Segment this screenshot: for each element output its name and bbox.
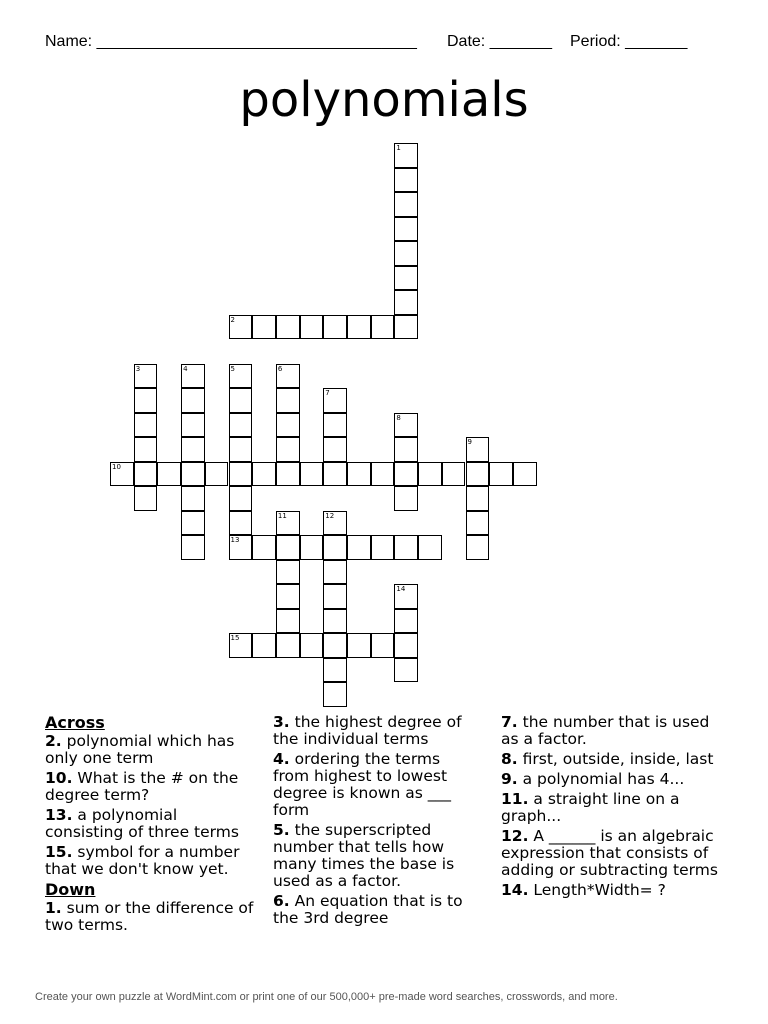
- clue-text: the highest degree of the individual terms: [273, 713, 462, 748]
- clue-text: polynomial which has only one term: [45, 732, 235, 767]
- clue-down-14: [501, 882, 726, 899]
- grid-cell[interactable]: [181, 486, 205, 511]
- grid-cell[interactable]: [300, 633, 324, 658]
- grid-cell[interactable]: [229, 633, 253, 658]
- clue-down-6: [273, 893, 478, 927]
- grid-cell[interactable]: [229, 535, 253, 560]
- clue-down-9: [501, 771, 726, 788]
- grid-clue-number: 15: [230, 634, 240, 642]
- grid-clue-number: 4: [183, 364, 188, 373]
- grid-clue-number: 8: [396, 413, 401, 422]
- grid-cell[interactable]: [276, 560, 300, 585]
- clue-down-7: [501, 714, 726, 748]
- grid-cell[interactable]: [276, 633, 300, 658]
- grid-cell[interactable]: [442, 462, 466, 487]
- grid-cell[interactable]: [134, 486, 158, 511]
- grid-cell[interactable]: [323, 437, 347, 462]
- grid-cell[interactable]: [229, 364, 253, 389]
- grid-cell[interactable]: [323, 535, 347, 560]
- clue-number: 8.: [501, 750, 518, 768]
- period-label: Period:: [570, 33, 621, 50]
- grid-cell[interactable]: [394, 535, 418, 560]
- clue-text: sum or the difference of two terms.: [45, 899, 254, 934]
- grid-clue-number: 5: [230, 364, 235, 373]
- grid-clue-number: 10: [112, 462, 121, 471]
- clue-down-8: [501, 751, 726, 768]
- grid-cell[interactable]: [394, 658, 418, 683]
- name-label: Name:: [45, 33, 93, 50]
- grid-cell[interactable]: [323, 633, 347, 658]
- grid-cell[interactable]: [276, 364, 300, 389]
- grid-cell[interactable]: [347, 535, 371, 560]
- grid-cell[interactable]: [252, 633, 276, 658]
- grid-clue-number: 11: [277, 511, 287, 520]
- grid-cell[interactable]: [181, 535, 205, 560]
- grid-cell[interactable]: [181, 388, 205, 413]
- grid-cell[interactable]: [466, 535, 490, 560]
- grid-cell[interactable]: [394, 143, 418, 168]
- grid-cell[interactable]: [229, 388, 253, 413]
- clue-number: 5.: [273, 821, 290, 839]
- grid-cell[interactable]: [394, 413, 418, 438]
- grid-cell[interactable]: [300, 462, 324, 487]
- grid-cell[interactable]: [229, 511, 253, 536]
- clue-across-13: [45, 807, 260, 841]
- clue-text: a polynomial has 4...: [522, 770, 685, 788]
- grid-clue-number: 13: [230, 536, 240, 544]
- grid-cell[interactable]: [276, 315, 300, 340]
- grid-cell[interactable]: [134, 462, 158, 487]
- grid-cell[interactable]: [229, 486, 253, 511]
- clue-down-4: [273, 751, 478, 819]
- grid-cell[interactable]: [276, 388, 300, 413]
- grid-cell[interactable]: [134, 388, 158, 413]
- footer-text: Create your own puzzle at WordMint.com or print one of our 500,000+ pre-made word searches, crosswords, and more.: [35, 991, 618, 1003]
- grid-cell[interactable]: [466, 486, 490, 511]
- grid-cell[interactable]: [276, 609, 300, 634]
- grid-cell[interactable]: [394, 290, 418, 315]
- across-heading: Across: [45, 713, 105, 732]
- clue-text: a polynomial consisting of three terms: [45, 806, 239, 841]
- grid-cell[interactable]: [418, 462, 442, 487]
- grid-cell[interactable]: [394, 609, 418, 634]
- clue-number: 14.: [501, 881, 529, 899]
- clue-text: first, outside, inside, last: [522, 750, 714, 768]
- grid-cell[interactable]: [276, 535, 300, 560]
- clue-number: 12.: [501, 827, 529, 845]
- grid-cell[interactable]: [394, 633, 418, 658]
- grid-cell[interactable]: [394, 266, 418, 291]
- clue-text: What is the # on the degree term?: [45, 769, 239, 804]
- grid-cell[interactable]: [276, 584, 300, 609]
- grid-clue-number: 14: [396, 585, 406, 593]
- grid-clue-number: 9: [467, 438, 472, 446]
- grid-cell[interactable]: [513, 462, 537, 487]
- grid-cell[interactable]: [181, 413, 205, 438]
- puzzle-title: polynomials: [239, 72, 529, 128]
- clue-text: Length*Width= ?: [533, 881, 666, 899]
- grid-cell[interactable]: [300, 315, 324, 340]
- grid-cell[interactable]: [323, 511, 347, 536]
- clue-text: the number that is used as a factor.: [501, 713, 710, 748]
- grid-clue-number: 1: [396, 144, 401, 152]
- clue-across-15: [45, 844, 260, 878]
- clue-number: 13.: [45, 806, 73, 824]
- grid-cell[interactable]: [466, 437, 490, 462]
- grid-cell[interactable]: [181, 437, 205, 462]
- grid-cell[interactable]: [323, 388, 347, 413]
- grid-cell[interactable]: [181, 364, 205, 389]
- clue-down-11: [501, 791, 726, 825]
- grid-cell[interactable]: [394, 192, 418, 217]
- period-blank[interactable]: _______: [625, 33, 688, 50]
- grid-cell[interactable]: [418, 535, 442, 560]
- clue-number: 1.: [45, 899, 62, 917]
- clue-number: 11.: [501, 790, 529, 808]
- grid-cell[interactable]: [394, 486, 418, 511]
- clue-number: 3.: [273, 713, 290, 731]
- date-blank[interactable]: _______: [489, 33, 552, 50]
- grid-cell[interactable]: [323, 682, 347, 707]
- grid-cell[interactable]: [276, 462, 300, 487]
- clue-number: 7.: [501, 713, 518, 731]
- grid-cell[interactable]: [394, 168, 418, 193]
- grid-clue-number: 12: [325, 511, 335, 520]
- clue-across-2: [45, 733, 260, 767]
- grid-cell[interactable]: [323, 584, 347, 609]
- grid-cell[interactable]: [371, 315, 395, 340]
- grid-cell[interactable]: [252, 535, 276, 560]
- grid-clue-number: 2: [230, 315, 235, 324]
- clue-text: An equation that is to the 3rd degree: [273, 892, 463, 927]
- grid-cell[interactable]: [300, 535, 324, 560]
- clues-column-2: [273, 714, 478, 930]
- grid-cell[interactable]: [323, 315, 347, 340]
- grid-clue-number: 6: [277, 364, 283, 373]
- down-heading: Down: [45, 880, 96, 899]
- grid-cell[interactable]: [276, 437, 300, 462]
- grid-cell[interactable]: [371, 535, 395, 560]
- grid-cell[interactable]: [394, 584, 418, 609]
- clue-number: 10.: [45, 769, 73, 787]
- grid-cell[interactable]: [371, 462, 395, 487]
- grid-cell[interactable]: [394, 315, 418, 340]
- grid-cell[interactable]: [205, 462, 229, 487]
- grid-cell[interactable]: [394, 462, 418, 487]
- clue-number: 2.: [45, 732, 62, 750]
- clue-text: A ______ is an algebraic expression that consists of adding or subtracting terms: [501, 827, 718, 879]
- grid-cell[interactable]: [466, 462, 490, 487]
- clues-column-3: [501, 714, 726, 902]
- grid-clue-number: 7: [325, 389, 330, 397]
- clue-down-3: [273, 714, 478, 748]
- grid-cell[interactable]: [323, 658, 347, 683]
- clue-number: 4.: [273, 750, 290, 768]
- grid-cell[interactable]: [466, 511, 490, 536]
- grid-cell[interactable]: [229, 462, 253, 487]
- grid-cell[interactable]: [394, 437, 418, 462]
- grid-cell[interactable]: [181, 462, 205, 487]
- clue-text: a straight line on a graph...: [501, 790, 680, 825]
- grid-cell[interactable]: [229, 413, 253, 438]
- grid-cell[interactable]: [371, 633, 395, 658]
- grid-cell[interactable]: [347, 462, 371, 487]
- clue-number: 9.: [501, 770, 518, 788]
- clue-across-10: [45, 770, 260, 804]
- clue-text: symbol for a number that we don't know yet.: [45, 843, 240, 878]
- grid-cell[interactable]: [347, 315, 371, 340]
- grid-clue-number: 3: [135, 364, 141, 373]
- clue-down-5: [273, 822, 478, 890]
- grid-cell[interactable]: [323, 560, 347, 585]
- grid-cell[interactable]: [181, 511, 205, 536]
- grid-cell[interactable]: [323, 609, 347, 634]
- grid-cell[interactable]: [323, 462, 347, 487]
- name-blank[interactable]: ____________________________________: [96, 33, 417, 50]
- grid-cell[interactable]: [134, 437, 158, 462]
- grid-cell[interactable]: [229, 315, 253, 340]
- grid-cell[interactable]: [110, 462, 134, 487]
- grid-cell[interactable]: [347, 633, 371, 658]
- grid-cell[interactable]: [323, 413, 347, 438]
- grid-cell[interactable]: [276, 511, 300, 536]
- grid-cell[interactable]: [276, 413, 300, 438]
- grid-cell[interactable]: [157, 462, 181, 487]
- clue-down-1: [45, 900, 260, 934]
- grid-cell[interactable]: [252, 315, 276, 340]
- clue-number: 15.: [45, 843, 73, 861]
- grid-cell[interactable]: [134, 364, 158, 389]
- grid-cell[interactable]: [252, 462, 276, 487]
- grid-cell[interactable]: [394, 241, 418, 266]
- grid-cell[interactable]: [134, 413, 158, 438]
- date-label: Date:: [447, 33, 486, 50]
- clue-text: ordering the terms from highest to lowest degree is known as ___ form: [273, 750, 452, 819]
- grid-cell[interactable]: [489, 462, 513, 487]
- clues-column-1: [45, 714, 260, 937]
- grid-cell[interactable]: [394, 217, 418, 242]
- clue-text: the superscripted number that tells how many times the base is used as a factor.: [273, 821, 455, 890]
- clue-number: 6.: [273, 892, 290, 910]
- grid-cell[interactable]: [229, 437, 253, 462]
- clue-down-12: [501, 828, 726, 879]
